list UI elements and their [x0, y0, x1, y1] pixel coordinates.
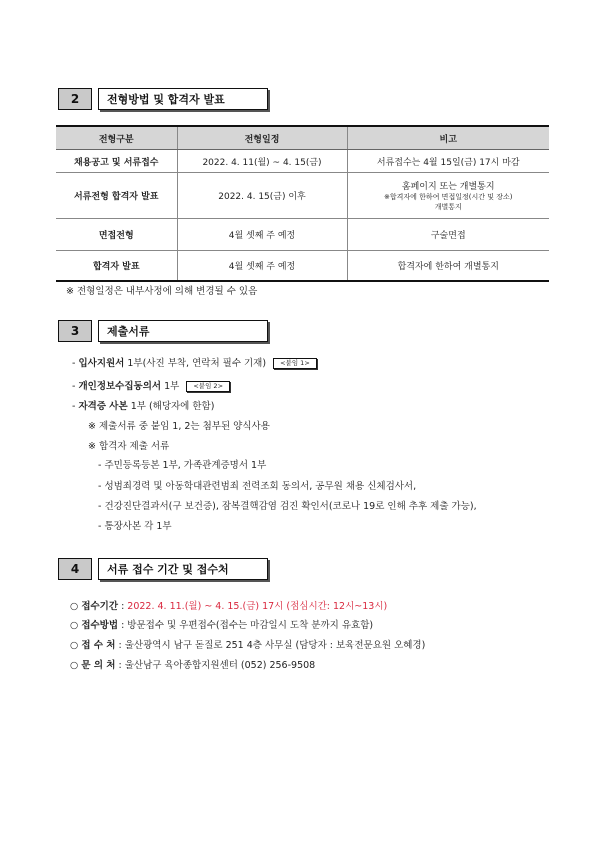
info-method [70, 617, 373, 631]
item-name: 개인정보수집동의서 [78, 381, 162, 392]
table-header-schedule: 전형일정 [177, 126, 347, 150]
note-successful-docs: ※ 합격자 제출 서류 [88, 441, 170, 452]
row-category: 채용공고 및 서류접수 [56, 150, 177, 173]
row-schedule: 2022. 4. 15(금) 이후 [177, 173, 347, 219]
info-contact [70, 657, 315, 671]
info-place [70, 637, 425, 651]
section4-header [58, 558, 268, 580]
section2-title: 전형방법 및 합격자 발표 [98, 88, 268, 110]
row-note-sub2: 개별통지 [434, 203, 462, 211]
info-value: 울산광역시 남구 돋질로 251 4층 사무실 (담당자 : 보육전문요원 오혜경) [124, 640, 426, 651]
schedule-table [56, 125, 549, 282]
info-separator: : [115, 660, 125, 671]
doc-item-license [72, 398, 214, 412]
section3-header [58, 320, 268, 342]
item-desc: 1부 (해당자에 한함) [130, 401, 215, 412]
row-note: 홈페이지 또는 개별통지 [401, 182, 495, 192]
info-separator: : [118, 601, 128, 612]
note-form-usage: ※ 제출서류 중 붙임 1, 2는 첨부된 양식사용 [88, 421, 270, 432]
attachment-tag: <붙임 2> [186, 381, 230, 392]
table-row [56, 219, 549, 251]
schedule-footnote: ※ 전형일정은 내부사정에 의해 변경될 수 있음 [66, 286, 258, 297]
table-header-note: 비고 [347, 126, 549, 150]
bullet-circle: ○ [70, 601, 79, 612]
info-value: 방문접수 및 우편접수(접수는 마감일시 도착 분까지 유효함) [127, 620, 374, 631]
row-category: 서류전형 합격자 발표 [56, 173, 177, 219]
info-separator: : [115, 640, 125, 651]
info-label: 문 의 처 [81, 660, 116, 671]
section2-header [58, 88, 268, 110]
info-label: 접수기간 [81, 601, 119, 612]
item-dash: - [72, 401, 76, 412]
info-period [70, 598, 387, 612]
item-desc: 1부 [164, 381, 180, 392]
table-row [56, 173, 549, 219]
item-name: 자격증 사본 [78, 401, 128, 412]
info-value: 2022. 4. 11.(월) ~ 4. 15.(금) 17시 (점심시간: 12시~13시) [127, 601, 388, 612]
info-label: 접수방법 [81, 620, 119, 631]
row-note-cell [347, 173, 549, 219]
item-name: 입사지원서 [78, 358, 125, 369]
bullet-circle: ○ [70, 640, 79, 651]
item-dash: - [72, 381, 76, 392]
item-desc: 1부(사진 부착, 연락처 필수 기재) [127, 358, 267, 369]
item-dash: - [72, 358, 76, 369]
doc-item-privacy [72, 378, 230, 392]
section3-number: 3 [58, 320, 92, 342]
sub-item: - 건강진단결과서(구 보건증), 잠복결핵감염 검진 확인서(코로나 19로 인해 추후 제출 가능), [98, 501, 477, 512]
section2-number: 2 [58, 88, 92, 110]
sub-item: - 성범죄경력 및 아동학대관련범죄 전력조회 동의서, 공무원 채용 신체검사서, [98, 481, 417, 492]
section4-title: 서류 접수 기간 및 접수처 [98, 558, 268, 580]
section4-number: 4 [58, 558, 92, 580]
table-row [56, 251, 549, 281]
row-note: 서류접수는 4월 15일(금) 17시 마감 [347, 150, 549, 173]
row-category: 면접전형 [56, 219, 177, 251]
row-note-sub: ※합격자에 한하여 면접일정(시간 및 장소) [384, 193, 513, 201]
sub-item: - 주민등록등본 1부, 가족관계증명서 1부 [98, 460, 267, 471]
table-header-row [56, 126, 549, 150]
info-label: 접 수 처 [81, 640, 116, 651]
bullet-circle: ○ [70, 660, 79, 671]
section3-title: 제출서류 [98, 320, 268, 342]
table-header-category: 전형구분 [56, 126, 177, 150]
doc-item-application [72, 355, 317, 369]
info-separator: : [118, 620, 128, 631]
row-schedule: 4월 셋째 주 예정 [177, 219, 347, 251]
info-value: 울산남구 육아종합지원센터 (052) 256-9508 [124, 660, 316, 671]
row-schedule: 4월 셋째 주 예정 [177, 251, 347, 281]
table-row [56, 150, 549, 173]
row-schedule: 2022. 4. 11(월) ~ 4. 15(금) [177, 150, 347, 173]
row-note: 합격자에 한하여 개별통지 [347, 251, 549, 281]
attachment-tag: <붙임 1> [273, 358, 317, 369]
row-category: 합격자 발표 [56, 251, 177, 281]
row-note: 구술면접 [347, 219, 549, 251]
bullet-circle: ○ [70, 620, 79, 631]
sub-item: - 통장사본 각 1부 [98, 521, 172, 532]
